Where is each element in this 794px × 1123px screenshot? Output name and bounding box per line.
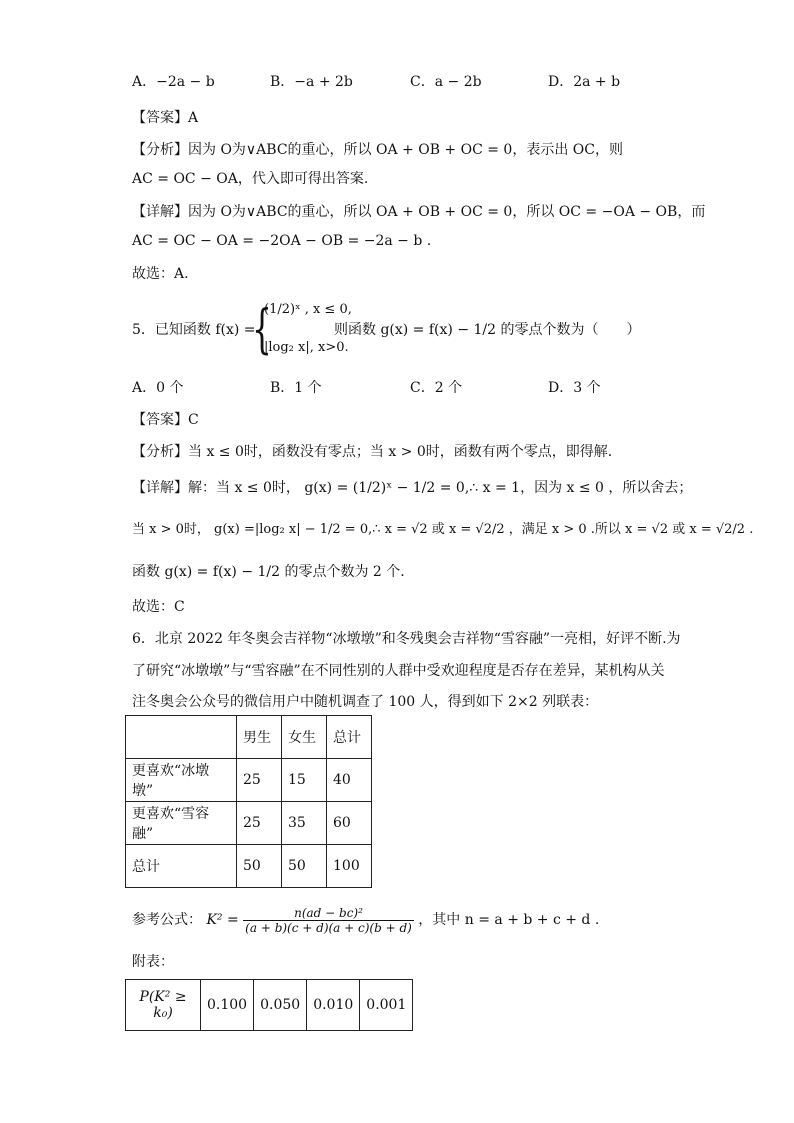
- table-cell: P(K² ≥ k₀): [126, 980, 201, 1031]
- detail-text: 因为 O为∨ABC的重心，所以 OA + OB + OC = 0，所以 OC = −OA − OB，而: [188, 204, 706, 220]
- q4-analysis-line1: [132, 140, 623, 160]
- answer-tag: 【答案】: [132, 412, 188, 428]
- table-cell: 100: [327, 845, 372, 888]
- formula-lhs: K² =: [206, 912, 239, 928]
- table-cell: 0.100: [201, 980, 254, 1031]
- piecewise-case2: |log₂ x|, x>0.: [264, 340, 349, 355]
- formula-denominator: (a + b)(c + d)(a + c)(b + d): [245, 920, 412, 935]
- table-header-cell: 男生: [237, 716, 282, 759]
- q5-analysis: [132, 442, 612, 462]
- table-cell: 40: [327, 759, 372, 802]
- q5-suffix: 则函数 g(x) = f(x) − 1/2 的零点个数为（ ）: [334, 322, 641, 338]
- table-header-row: [126, 716, 372, 759]
- analysis-text: 当 x ≤ 0时，函数没有零点；当 x > 0时，函数有两个零点，即得解.: [188, 444, 613, 460]
- table-cell: 25: [237, 802, 282, 845]
- table-cell: 总计: [126, 845, 237, 888]
- q5-detail-line1: [132, 478, 692, 498]
- table-header-cell: [126, 716, 237, 759]
- q4-option-d: D．2a + b: [548, 74, 621, 90]
- q4-choice: 故选：A.: [132, 266, 189, 282]
- q4-answer: [132, 108, 198, 128]
- q4-option-b: B．−a + 2b: [270, 74, 353, 90]
- table-cell: 0.050: [254, 980, 307, 1031]
- table-header-cell: 总计: [327, 716, 372, 759]
- answer-tag: 【答案】: [132, 110, 188, 126]
- brace-symbol: {: [252, 300, 272, 360]
- table-cell: 50: [237, 845, 282, 888]
- table-cell: 0.001: [360, 980, 413, 1031]
- q4-analysis-line2: AC = OC − OA，代入即可得出答案.: [132, 171, 369, 187]
- table-header-cell: 女生: [282, 716, 327, 759]
- q4-detail-line1: [132, 202, 705, 222]
- analysis-text: 因为 O为∨ABC的重心，所以 OA + OB + OC = 0，表示出 OC，则: [188, 142, 623, 158]
- q4-option-a: A．−2a − b: [132, 74, 215, 90]
- q5-answer: [132, 410, 199, 430]
- piecewise-case1: (1/2)ˣ , x ≤ 0,: [264, 302, 352, 317]
- detail-text: 解：当 x ≤ 0时， g(x) = (1/2)ˣ − 1/2 = 0,∴ x = 1，因为 x ≤ 0 ，所以舍去；: [188, 480, 693, 496]
- table-cell: 0.010: [307, 980, 360, 1031]
- q5-detail-line2: 当 x > 0时， g(x) =|log₂ x| − 1/2 = 0,∴ x = √2 或 x = √2/2 ，满足 x > 0 .所以 x = √2 或 x = √2/2 .: [132, 522, 754, 537]
- table-cell: 更喜欢“雪容融”: [126, 802, 237, 845]
- table-row: [126, 980, 413, 1031]
- answer-text: A: [188, 110, 199, 126]
- analysis-tag: 【分析】: [132, 142, 188, 158]
- piecewise-function: [252, 300, 352, 362]
- formula-fraction: [243, 906, 414, 935]
- table-cell: 60: [327, 802, 372, 845]
- table-cell: 35: [282, 802, 327, 845]
- analysis-tag: 【分析】: [132, 444, 188, 460]
- answer-text: C: [188, 412, 199, 428]
- detail-tag: 【详解】: [132, 480, 188, 496]
- table-row: [126, 802, 372, 845]
- formula-numerator: n(ad − bc)²: [243, 906, 414, 921]
- q4-detail-line2: AC = OC − OA = −2OA − OB = −2a − b .: [132, 233, 432, 249]
- contingency-table: [125, 715, 372, 888]
- table-cell: 25: [237, 759, 282, 802]
- q6-line2: 了研究“冰墩墩”与“雪容融”在不同性别的人群中受欢迎程度是否存在差异，某机构从关: [132, 663, 665, 679]
- q4-option-c: C．a − 2b: [410, 74, 482, 90]
- q5-choice: 故选：C: [132, 599, 185, 615]
- q5-detail-line3: 函数 g(x) = f(x) − 1/2 的零点个数为 2 个.: [132, 564, 405, 580]
- table-cell: 50: [282, 845, 327, 888]
- table-cell: 15: [282, 759, 327, 802]
- q5-option-d: D．3 个: [548, 380, 601, 396]
- table-row: [126, 759, 372, 802]
- detail-tag: 【详解】: [132, 204, 188, 220]
- formula-tail: ，其中 n = a + b + c + d .: [418, 912, 600, 928]
- q5-prefix: 5．已知函数 f(x) =: [132, 322, 256, 338]
- q5-option-a: A．0 个: [132, 380, 184, 396]
- appendix-label: 附表：: [132, 954, 174, 970]
- table-row: [126, 845, 372, 888]
- q5-option-c: C．2 个: [410, 380, 463, 396]
- reference-formula: [132, 902, 599, 938]
- table-cell: 更喜欢“冰墩墩”: [126, 759, 237, 802]
- probability-table: [125, 979, 413, 1031]
- formula-label: 参考公式：: [132, 912, 202, 928]
- q6-line3: 注冬奥会公众号的微信用户中随机调查了 100 人，得到如下 2×2 列联表：: [132, 694, 599, 710]
- q6-line1: 6．北京 2022 年冬奥会吉祥物“冰墩墩”和冬残奥会吉祥物“雪容融”一亮相，好评不断.为: [132, 631, 681, 647]
- q5-option-b: B．1 个: [270, 380, 322, 396]
